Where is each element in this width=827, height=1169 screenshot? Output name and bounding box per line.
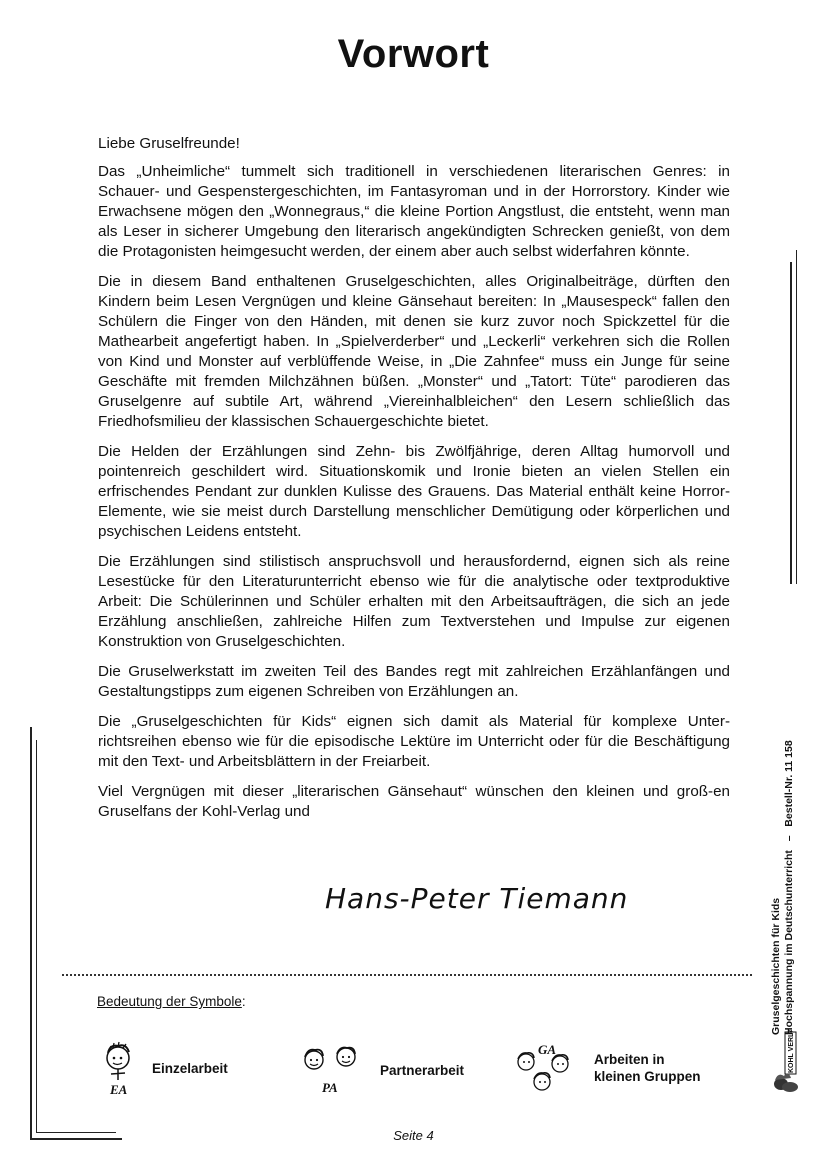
paragraph: Die Helden der Erzählungen sind Zehn- bis Zwölfjährige, deren Alltag humorvoll und pointenreich geschildert wird. Situationskomik und Ironie bieten an vielen Stellen ein erfrischendes Pendant zur dunklen Kulisse des Grauens. Das Material enthält keine Horror-Elemente, wie sie meist durch Darstellung menschlicher Demütigung oder körperlichen und psychischen Leidens entsteht. <box>98 443 730 540</box>
section-divider <box>62 974 752 976</box>
page-title: Vorwort <box>337 32 490 76</box>
svg-text:KOHL VERLAG: KOHL VERLAG <box>788 1030 795 1073</box>
paragraph: Die in diesem Band enthaltenen Gruselgeschichten, alles Originalbeiträge, dürften den Kindern beim Lesen Vergnügen und kleine Gänsehaut bereiten: In „Mausespeck“ fallen den Schülern die Finger von den Händen, mit denen sie kurz zuvor noch Spickzettel für die Mathearbeit angefertigt haben. In „Spielverderber“ und „Leckerli“ verkehren sich die Rollen von Kind und Monster auf verblüffende Weise, in „Die Zahnfee“ muss ein Junge für seine Geschäfte mit fremden Milchzähnen büßen. „Monster“ und „Tatort: Tüte“ parodieren das Gruselgenre auf subtile Art, während „Viereinhalbleichen“ den Lesern schließlich das Friedhofsmilieu der klassischen Schauergeschichte bietet. <box>98 273 730 430</box>
paragraph: Die „Gruselgeschichten für Kids“ eignen sich damit als Material für komplexe Unterrichtsreihen ebenso wie für die episodische Lektüre im Unterricht oder für die Beschäftigung mit den Text- und Arbeitsblättern in der Freiarbeit. <box>98 713 730 770</box>
paragraph: Das „Unheimliche“ tummelt sich traditionell in verschiedenen literarischen Genres: in Schauer- und Gespenstergeschichten, im Fantasyroman und in der Horrorstory. Kinder wie Erwachsene mögen den „Wonnegraus,“ die kleine Portion Angstlust, die entsteht, wenn man als Leser in sicherer Umgebung den literarisch angekündigten Schrecken genießt, von dem die Protagonisten heimgesucht werden, der einem aber auch selbst widerfahren könnte. <box>98 163 730 260</box>
separator: – <box>783 835 795 842</box>
paragraph: Die Gruselwerkstatt im zweiten Teil des Bandes regt mit zahlreichen Erzählanfängen und Gestaltungstipps zum eigenen Schreiben von Erzählungen an. <box>98 663 730 700</box>
foreword-body <box>98 134 730 832</box>
kohl-verlag-logo-icon <box>772 1030 800 1094</box>
order-number: Bestell-Nr. 11 158 <box>783 740 795 827</box>
svg-text:EA: EA <box>110 1082 128 1096</box>
symbol-group-work <box>514 1040 714 1096</box>
publisher-logo <box>772 1030 800 1094</box>
page-number: Seite 4 <box>393 1128 434 1143</box>
paragraph: Die Erzählungen sind stilistisch anspruchsvoll und herausfordernd, eignen sich als reine Lesestücke für den Literaturunterricht ebenso wie für die analytische oder textproduktive Arbeit: Die Schülerinnen und Schüler erhalten mit den Arbeitsaufträgen, die sich an jede Erzählung anschließen, zahlreiche Hilfen zum Textverstehen und Impulse zur eigenen Konstruktion von Gruselgeschichten. <box>98 553 730 650</box>
author-signature: Hans-Peter Tiemann <box>325 882 629 915</box>
left-frame-rule <box>30 727 32 1140</box>
right-frame-rule <box>790 262 792 584</box>
symbol-single-work <box>100 1040 228 1096</box>
symbol-label: Arbeiten in kleinen Gruppen <box>594 1052 701 1084</box>
left-frame-rule <box>36 740 37 1132</box>
right-frame-rule <box>796 250 797 584</box>
svg-text:GA: GA <box>538 1042 557 1057</box>
symbol-label: Einzelarbeit <box>152 1060 228 1076</box>
single-child-icon <box>100 1040 146 1096</box>
group-children-icon <box>514 1040 578 1096</box>
series-title: Gruselgeschichten für Kids <box>770 897 782 1035</box>
two-children-icon <box>300 1044 362 1096</box>
symbol-label: Partnerarbeit <box>380 1062 465 1078</box>
series-subtitle: Hochspannung im Deutschunterricht <box>783 850 795 1035</box>
greeting: Liebe Gruselfreunde! <box>98 135 240 152</box>
svg-text:PA: PA <box>322 1080 338 1095</box>
side-publication-info <box>770 735 810 1035</box>
symbols-heading: Bedeutung der Symbole: <box>97 994 246 1009</box>
symbol-partner-work <box>300 1044 464 1096</box>
paragraph: Viel Vergnügen mit dieser „literarischen Gänsehaut“ wünschen den kleinen und groß-en Gruselfans der Kohl-Verlag und <box>98 783 730 820</box>
